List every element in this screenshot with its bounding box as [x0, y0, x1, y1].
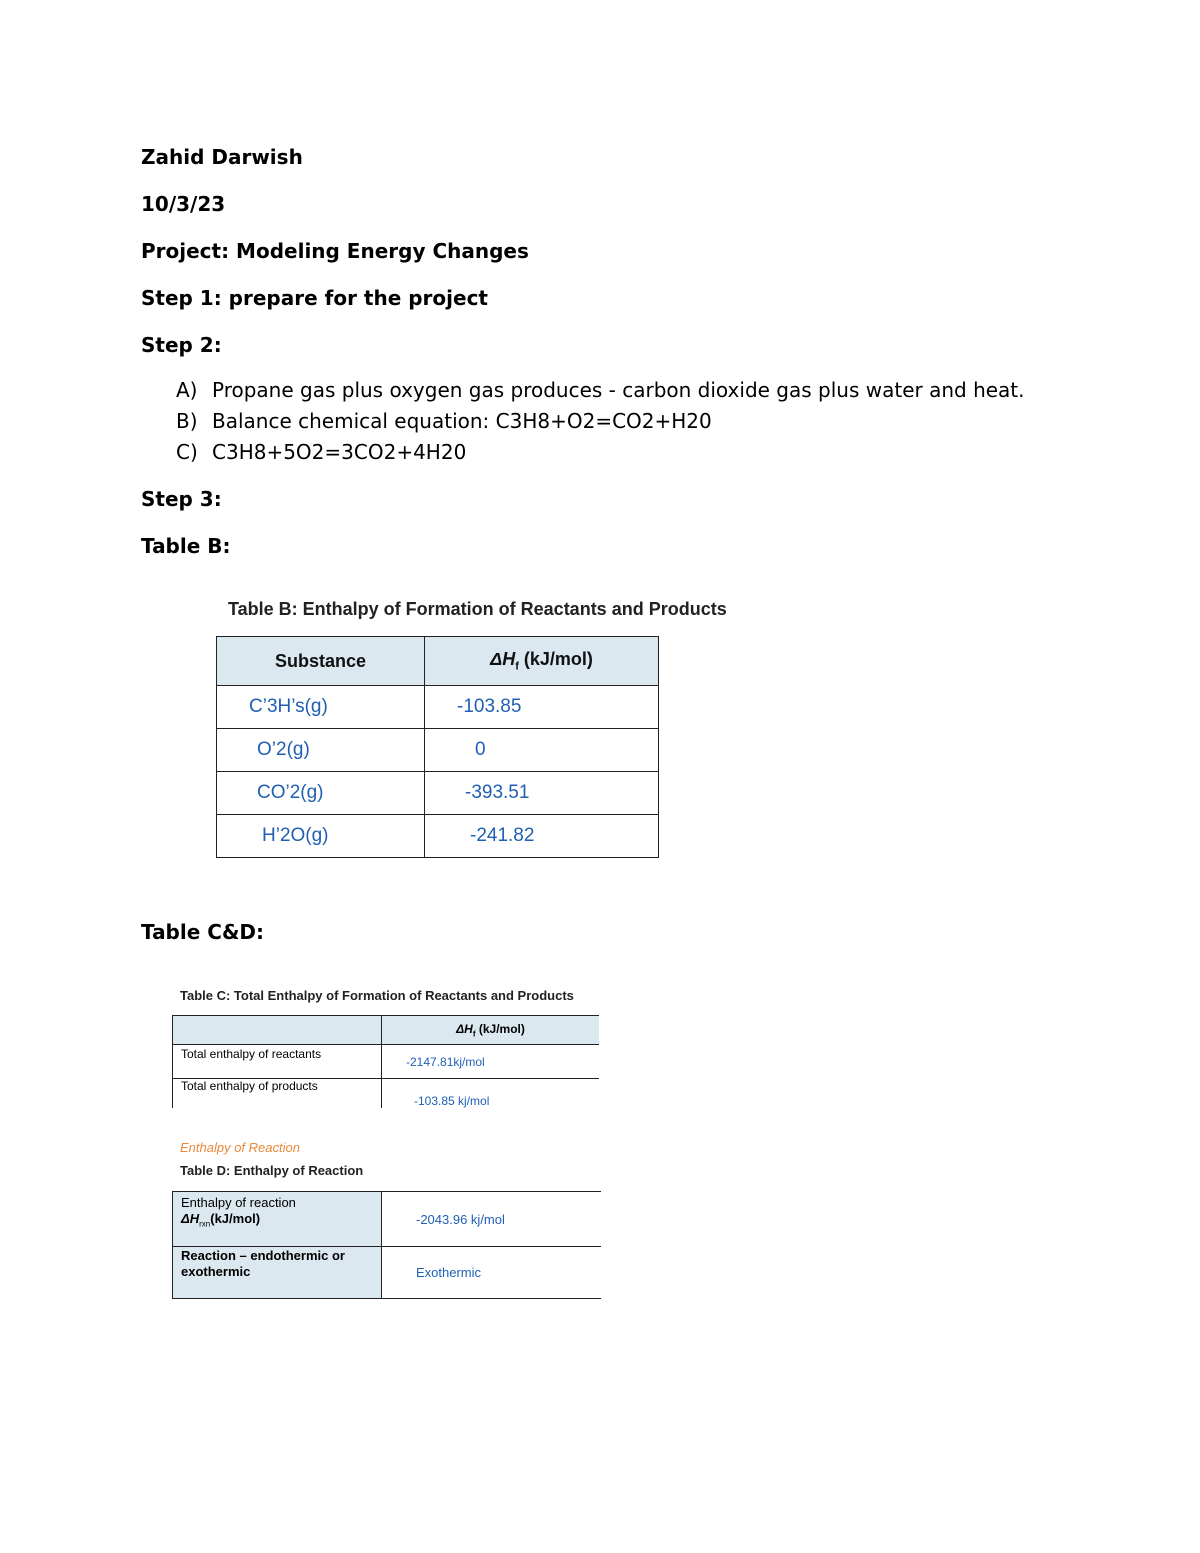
value-cell: -241.82 — [425, 815, 659, 858]
label-cell — [173, 1247, 382, 1299]
table-d — [172, 1191, 601, 1299]
table-header-row — [217, 637, 659, 686]
table-b — [216, 636, 659, 858]
step-3-heading: Step 3: — [141, 487, 222, 511]
step-1-heading: Step 1: prepare for the project — [141, 286, 488, 310]
unit-label: (kJ/mol) — [518, 649, 593, 670]
header-enthalpy — [425, 637, 659, 686]
enthalpy-label-line: Enthalpy of reaction — [181, 1195, 296, 1210]
author-name: Zahid Darwish — [141, 145, 303, 169]
table-row — [173, 1247, 602, 1299]
list-marker: A) — [176, 378, 198, 402]
label-cell — [173, 1192, 382, 1247]
value-cell: -103.85 kj/mol — [414, 1094, 490, 1108]
list-item — [176, 409, 712, 433]
list-text: Balance chemical equation: C3H8+O2=CO2+H20 — [212, 409, 712, 433]
value-cell: -2147.81kj/mol — [382, 1045, 600, 1079]
value-cell: 0 — [425, 729, 659, 772]
table-c — [172, 1015, 599, 1108]
table-c-caption: Table C: Total Enthalpy of Formation of Reactants and Products — [180, 988, 574, 1003]
table-b-caption: Table B: Enthalpy of Formation of Reactants and Products — [228, 599, 727, 619]
table-row — [217, 729, 659, 772]
reaction-label-line: Reaction – endothermic or — [181, 1248, 345, 1263]
subscript-f: f — [515, 660, 519, 673]
subscript-f: f — [472, 1029, 476, 1039]
substance-cell: C’3H’s(g) — [217, 686, 425, 729]
table-b-label: Table B: — [141, 534, 231, 558]
delta-h-symbol: ΔH — [490, 649, 516, 670]
enthalpy-of-reaction-label: Enthalpy of Reaction — [180, 1140, 300, 1155]
value-cell: -2043.96 kj/mol — [382, 1192, 602, 1247]
list-item — [176, 440, 466, 464]
table-row — [217, 815, 659, 858]
table-row — [173, 1079, 600, 1109]
substance-cell: O’2(g) — [217, 729, 425, 772]
table-cd-label: Table C&D: — [141, 920, 264, 944]
value-cell: -103.85 — [425, 686, 659, 729]
label-cell: Total enthalpy of reactants — [173, 1045, 382, 1079]
table-header-row — [173, 1016, 600, 1045]
table-row — [217, 686, 659, 729]
table-row — [173, 1192, 602, 1247]
list-marker: C) — [176, 440, 198, 464]
project-title: Project: Modeling Energy Changes — [141, 239, 529, 263]
enthalpy-unit-line — [181, 1211, 381, 1233]
table-row — [217, 772, 659, 815]
list-marker: B) — [176, 409, 198, 433]
list-text: C3H8+5O2=3CO2+4H20 — [212, 440, 467, 464]
unit-label: (kJ/mol) — [210, 1211, 261, 1226]
reaction-label-line: exothermic — [181, 1264, 251, 1279]
delta-h-symbol: ΔH — [456, 1021, 473, 1036]
list-text: Propane gas plus oxygen gas produces - carbon dioxide gas plus water and heat. — [212, 378, 1025, 402]
header-substance: Substance — [217, 637, 425, 686]
value-cell: Exothermic — [382, 1247, 602, 1299]
document-date: 10/3/23 — [141, 192, 226, 216]
delta-h-symbol: ΔH — [181, 1211, 200, 1226]
table-d-caption: Table D: Enthalpy of Reaction — [180, 1163, 364, 1178]
subscript-rxn: rxn — [199, 1219, 211, 1229]
header-enthalpy — [382, 1016, 600, 1045]
unit-label: (kJ/mol) — [475, 1021, 525, 1036]
table-row — [173, 1045, 600, 1079]
list-item — [176, 378, 1025, 402]
step-2-heading: Step 2: — [141, 333, 222, 357]
label-cell: Total enthalpy of products — [173, 1079, 382, 1109]
substance-cell: CO’2(g) — [217, 772, 425, 815]
header-empty-cell — [173, 1016, 382, 1045]
substance-cell: H’2O(g) — [217, 815, 425, 858]
value-cell: -393.51 — [425, 772, 659, 815]
